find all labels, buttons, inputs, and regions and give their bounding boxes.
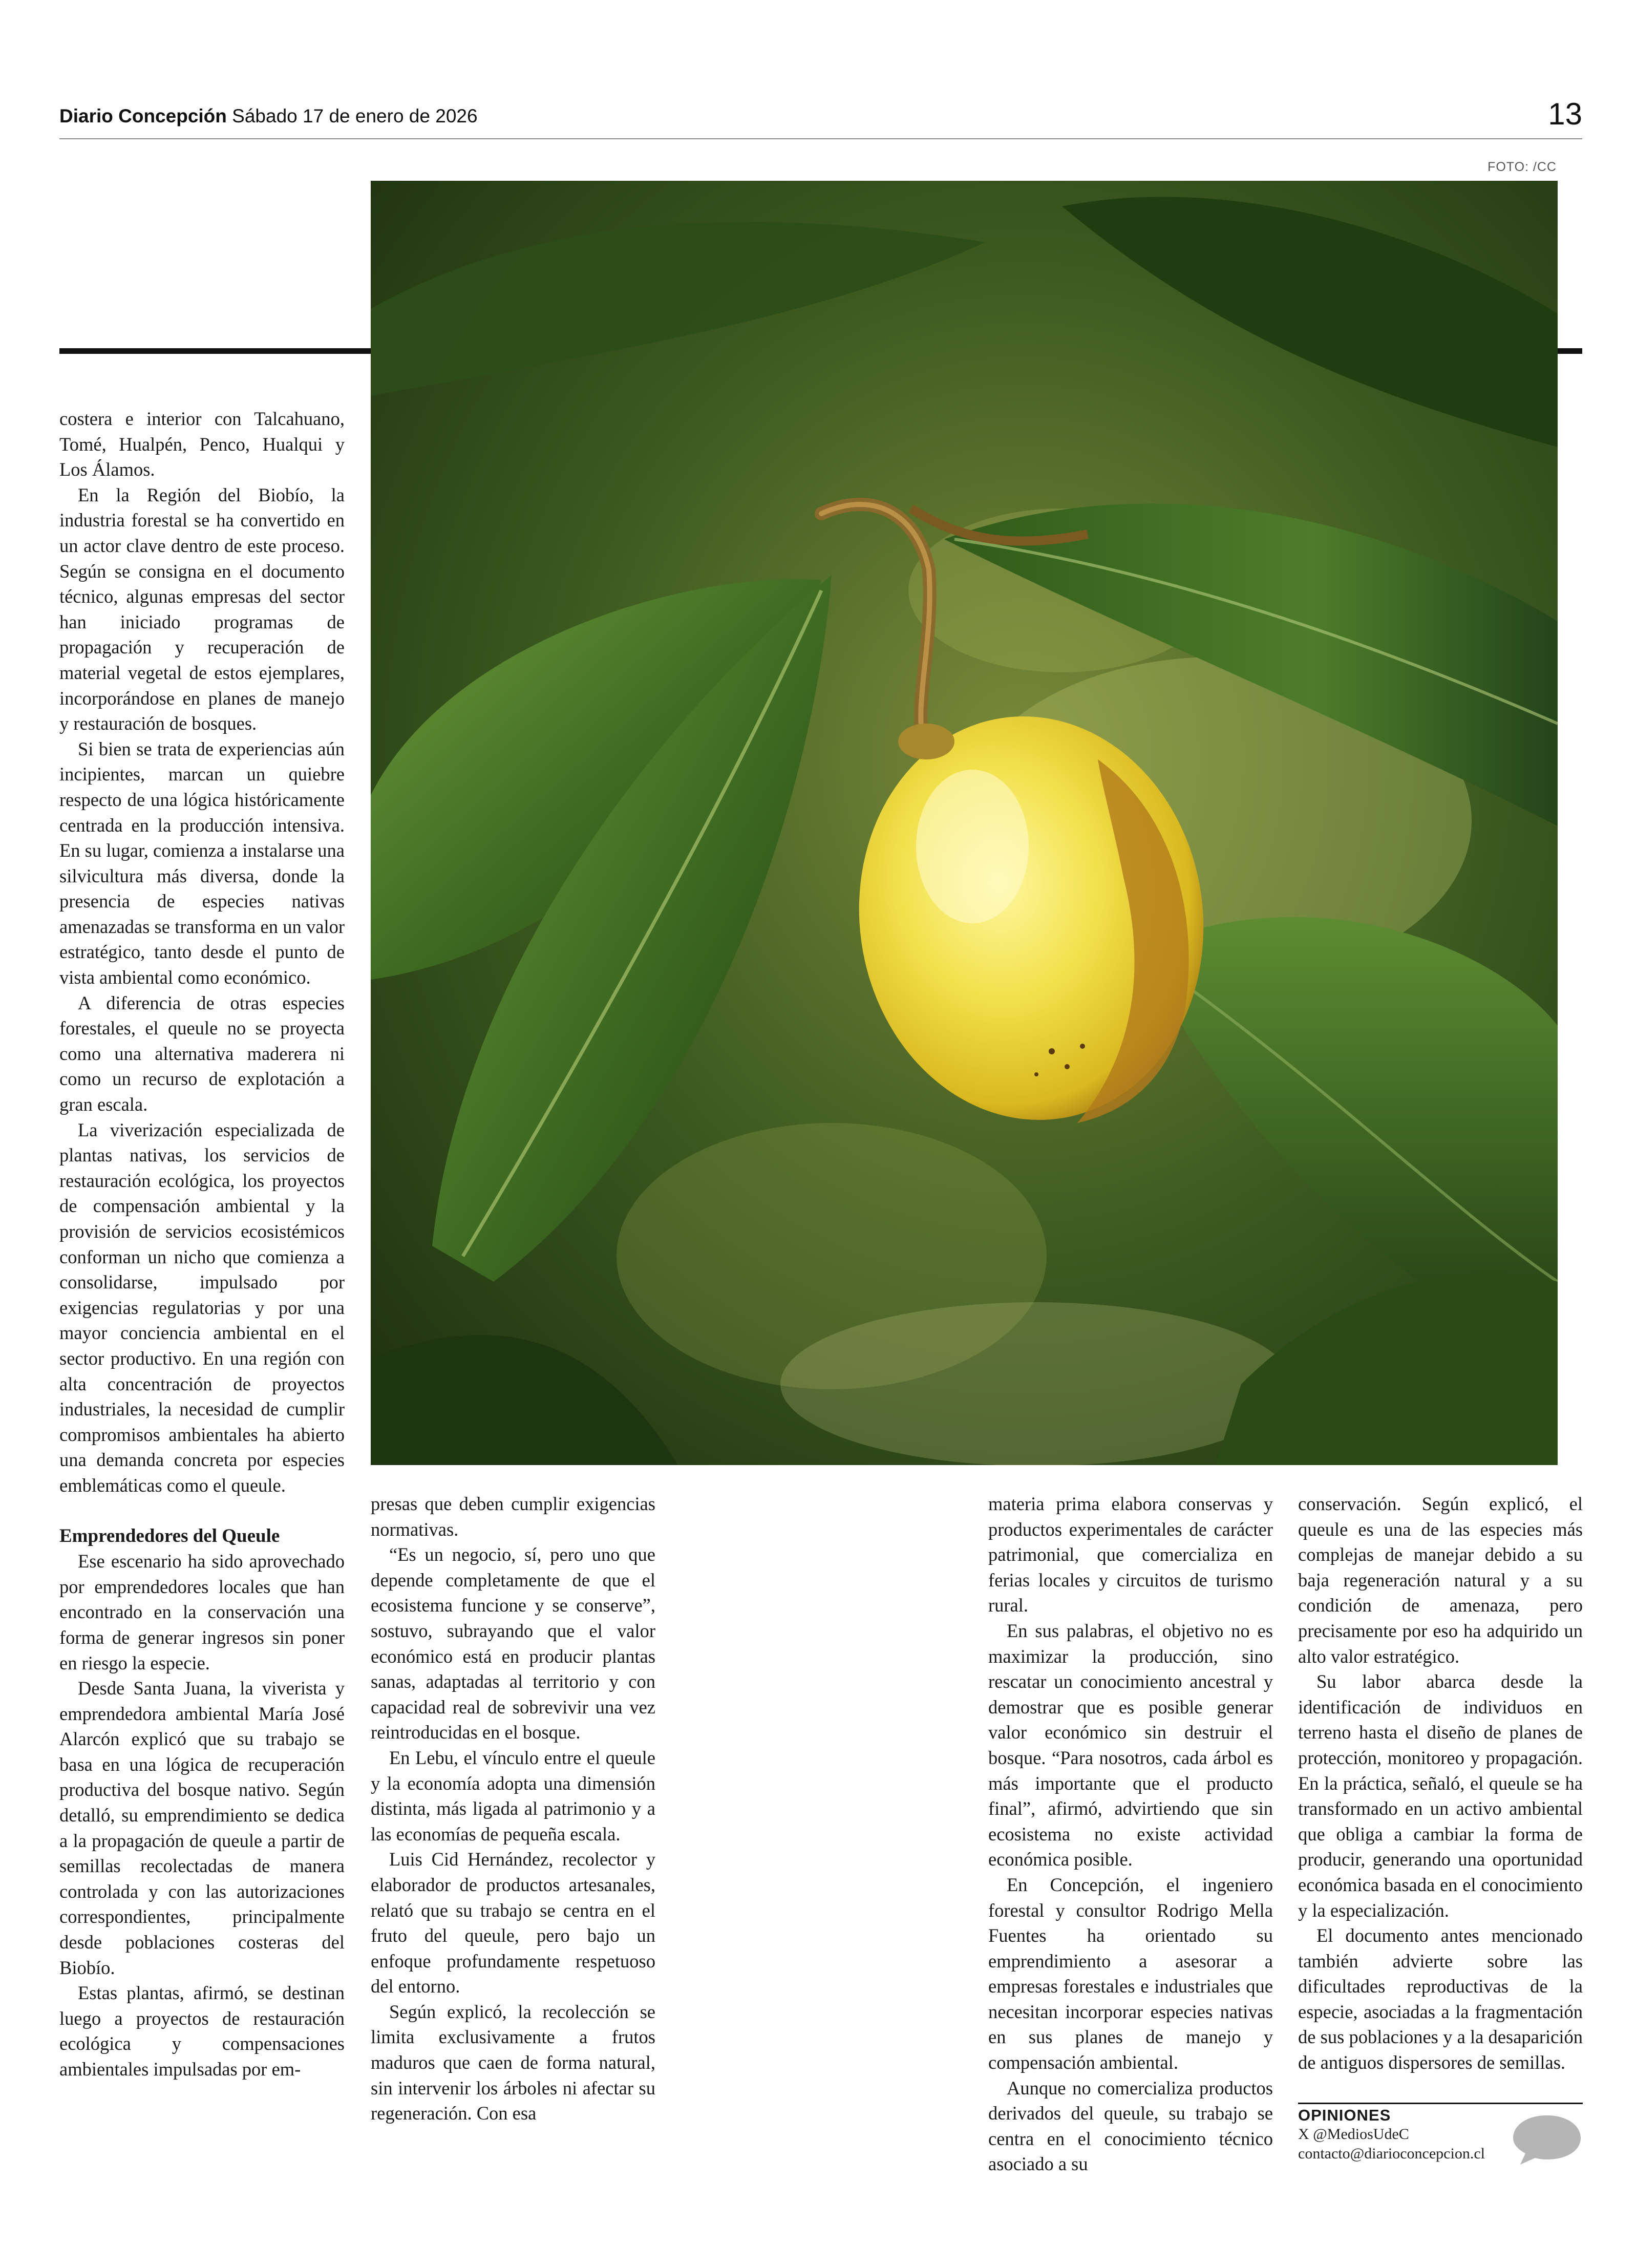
paragraph: En Lebu, el vínculo entre el queule y la economía adopta una dimensión distinta, más ligada al patrimonio y a las economías de pequeña escala. — [371, 1747, 655, 1845]
twitter-handle[interactable]: X @MediosUdeC — [1298, 2126, 1409, 2143]
article-column-4 — [1298, 1491, 1583, 2075]
section-rule-left — [59, 348, 373, 354]
contact-email[interactable]: contacto@diarioconcepcion.cl — [1298, 2145, 1485, 2162]
paragraph: costera e interior con Talcahuano, Tomé, Hualpén, Penco, Hualqui y Los Álamos. — [59, 408, 345, 480]
paragraph: El documento antes mencionado también advierte sobre las dificultades reproductivas de la especie, asociadas a la fragmentación de sus poblaciones y a la desaparición de antiguos dispersores de semillas. — [1298, 1925, 1583, 2073]
paragraph: Ese escenario ha sido aprovechado por emprendedores locales que han encontrado en la conservación una forma de generar ingresos sin poner en riesgo la especie. — [59, 1551, 345, 1673]
issue-date: Sábado 17 de enero de 2026 — [232, 105, 478, 126]
queule-fruit-photo — [371, 181, 1558, 1465]
paragraph: conservación. Según explicó, el queule es una de las especies más complejas de manejar debido a su baja regeneración natural y a su condición de amenaza, pero precisamente por eso ha adquirido un alto valor estratégico. — [1298, 1493, 1583, 1667]
paragraph: En sus palabras, el objetivo no es maximizar la producción, sino rescatar un conocimiento ancestral y demostrar que es posible generar valor económico sin destruir el bosque. “Para nosotros, cada árbol es más importante que el producto final”, afirmó, advirtiendo que sin ecosistema no existe actividad económica posible. — [988, 1620, 1273, 1870]
masthead — [59, 105, 478, 127]
paragraph: Desde Santa Juana, la viverista y emprendedora ambiental María José Alarcón explicó que su trabajo se basa en una lógica de recuperación productiva del bosque nativo. Según detalló, su emprendimiento se dedica a la propagación de queule a partir de semillas recolectadas de manera controlada y con las autorizaciones correspondientes, principalmente desde poblaciones costeras del Biobío. — [59, 1678, 345, 1978]
page-header — [59, 97, 1582, 139]
paragraph: “Es un negocio, sí, pero uno que depende completamente de que el ecosistema funcione y se conserve”, sostuvo, subrayando que el valor económico está en producir plantas sanas, adaptadas al territorio y con capacidad real de sobrevivir una vez reintroducidas en el bosque. — [371, 1544, 655, 1743]
paragraph: presas que deben cumplir exigencias normativas. — [371, 1493, 655, 1540]
section-rule-right — [1557, 348, 1582, 354]
article-column-3 — [988, 1491, 1273, 2177]
paragraph: Su labor abarca desde la identificación de individuos en terreno hasta el diseño de planes de protección, monitoreo y propagación. En la práctica, señaló, el queule se ha transformado en un activo ambiental que obliga a cambiar la forma de producir, generando una oportunidad económica basada en el conocimiento y la especialización. — [1298, 1671, 1583, 1921]
photo-credit: FOTO: /CC — [1488, 160, 1557, 174]
article-column-1 — [59, 406, 345, 2082]
opiniones-title: OPINIONES — [1298, 2106, 1391, 2124]
paragraph: La viverización especializada de plantas nativas, los servicios de restauración ecológica, los proyectos de compensación ambiental y la provisión de servicios ecosistémicos conforman un nicho que comienza a consolidarse, impulsado por exigencias regulatorias y por una mayor conciencia ambiental en el sector productivo. En una región con alta concentración de proyectos industriales, la necesidad de cumplir compromisos ambientales ha abierto una demanda concreta por especies emblemáticas como el queule. — [59, 1119, 345, 1496]
page-number: 13 — [1548, 97, 1582, 131]
photo-illustration — [371, 181, 1558, 1465]
paragraph: Estas plantas, afirmó, se destinan luego a proyectos de restauración ecológica y compensaciones ambientales impulsadas por em- — [59, 1982, 345, 2080]
paragraph: En la Región del Biobío, la industria forestal se ha convertido en un actor clave dentro de este proceso. Según se consigna en el documento técnico, algunas empresas del sector han iniciado programas de propagación y recuperación de material vegetal de estos ejemplares, incorporándose en planes de manejo y restauración de bosques. — [59, 484, 345, 734]
paragraph: A diferencia de otras especies forestales, el queule no se proyecta como una alternativa maderera ni como un recurso de explotación a gran escala. — [59, 992, 345, 1115]
paragraph: Aunque no comercializa productos derivados del queule, su trabajo se centra en el conocimiento técnico asociado a su — [988, 2077, 1273, 2175]
article-column-2 — [371, 1491, 655, 2126]
subheading: Emprendedores del Queule — [59, 1525, 280, 1546]
opiniones-box — [1298, 2103, 1583, 2164]
paragraph: Si bien se trata de experiencias aún incipientes, marcan un quiebre respecto de una lógica históricamente centrada en la producción intensiva. En su lugar, comienza a instalarse una silvicultura más diversa, donde la presencia de especies nativas amenazadas se transforma en un valor estratégico, tanto desde el punto de vista ambiental como económico. — [59, 738, 345, 988]
paragraph: materia prima elabora conservas y productos experimentales de carácter patrimonial, que comercializa en ferias locales y circuitos de turismo rural. — [988, 1493, 1273, 1616]
paragraph: En Concepción, el ingeniero forestal y consultor Rodrigo Mella Fuentes ha orientado su emprendimiento a asesorar a empresas forestales e industriales que necesitan incorporar especies nativas en sus planes de manejo y compensación ambiental. — [988, 1874, 1273, 2073]
paragraph: Según explicó, la recolección se limita exclusivamente a frutos maduros que caen de forma natural, sin intervenir los árboles ni afectar su regeneración. Con esa — [371, 2001, 655, 2124]
paragraph: Luis Cid Hernández, recolector y elaborador de productos artesanales, relató que su trabajo se centra en el fruto del queule, pero bajo un enfoque profundamente respetuoso del entorno. — [371, 1849, 655, 1997]
speech-bubble-icon — [1511, 2111, 1583, 2168]
paper-name: Diario Concepción — [59, 105, 227, 126]
